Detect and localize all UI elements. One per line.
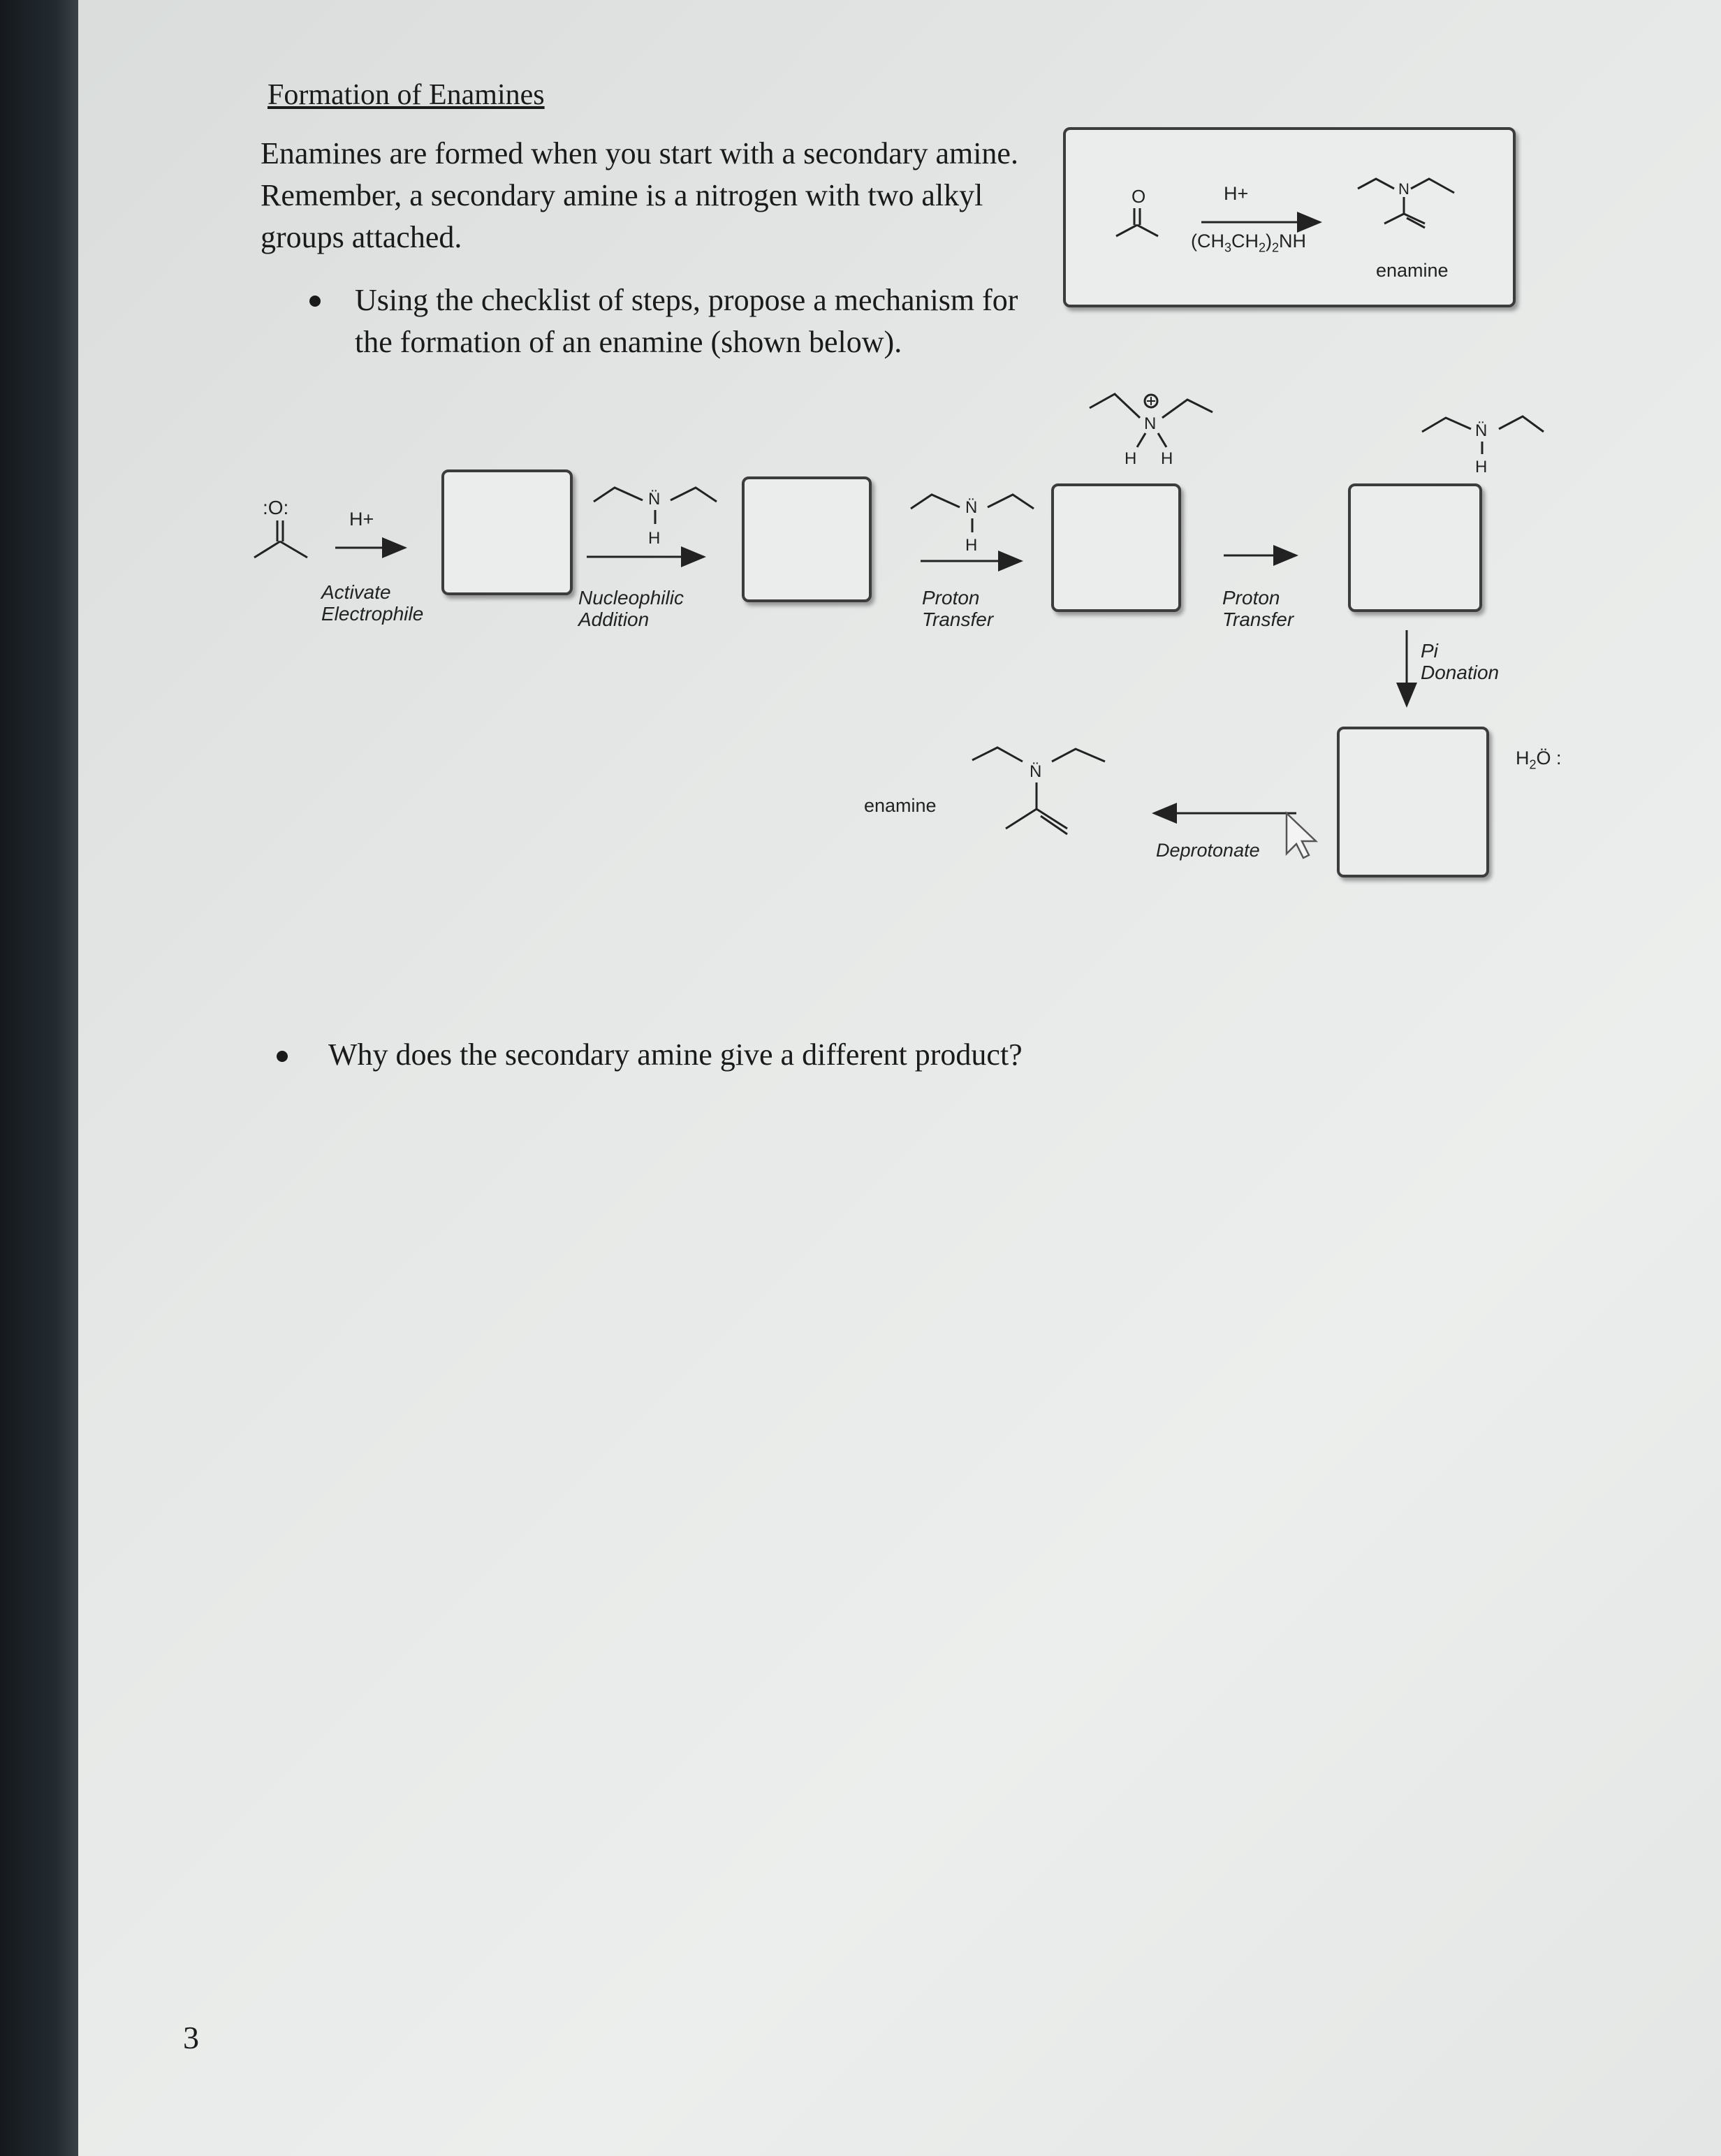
svg-text::O:: :O:	[263, 497, 289, 518]
diethylamine-structure-2	[911, 495, 1034, 555]
step4-label: Proton Transfer	[1222, 587, 1294, 630]
mouse-cursor-icon	[1287, 813, 1316, 858]
intro-paragraph: Enamines are formed when you start with a secondary amine. Remember, a secondary amine is a nitrogen with two alkyl groups attached.	[261, 136, 1018, 254]
reagent-acid: H+	[1224, 183, 1249, 204]
svg-text:H: H	[965, 536, 978, 555]
svg-text:H: H	[1125, 449, 1137, 468]
svg-text:H: H	[648, 529, 661, 548]
step5-label: Pi Donation	[1421, 640, 1500, 683]
svg-text:O: O	[1132, 186, 1146, 207]
step3-label: Proton Transfer	[922, 587, 994, 630]
step2-label: Nucleophilic Addition	[578, 587, 684, 630]
diethylamine-structure-1	[594, 488, 717, 548]
bullet-question: Why does the secondary amine give a different product?	[328, 1037, 1023, 1072]
start-ketone-structure	[254, 497, 307, 558]
page-number: 3	[183, 2020, 199, 2055]
final-product-label: enamine	[864, 795, 937, 816]
svg-text:N̈: N̈	[965, 498, 978, 517]
step1-label: Activate Electrophile	[321, 581, 424, 625]
step6-label: Deprotonate	[1156, 840, 1260, 861]
reagent-amine: $(CH_3CH_2)_2NH$	[1191, 231, 1307, 255]
page-title: Formation of Enamines	[268, 79, 545, 111]
diethylamine-structure-3	[1422, 416, 1544, 476]
svg-text:N: N	[1144, 414, 1157, 433]
svg-text:N: N	[1398, 180, 1409, 198]
enamine-product-structure	[1358, 179, 1454, 228]
svg-text:H: H	[1475, 458, 1488, 476]
ketone-structure	[1116, 186, 1158, 236]
svg-text:N̈: N̈	[1475, 421, 1488, 440]
step1-reagent: H+	[349, 509, 374, 530]
water-label: $H_2Ö$ :	[1516, 748, 1562, 772]
product-label: enamine	[1376, 260, 1449, 281]
protonated-amine-structure	[1090, 394, 1213, 468]
bullet-mechanism: Using the checklist of steps, propose a mechanism for the formation of an enamine (shown below).	[355, 283, 1018, 359]
svg-text:N̈: N̈	[648, 490, 661, 509]
final-enamine-structure	[972, 748, 1105, 834]
svg-text:H: H	[1161, 449, 1173, 468]
svg-text:N̈: N̈	[1030, 762, 1042, 781]
